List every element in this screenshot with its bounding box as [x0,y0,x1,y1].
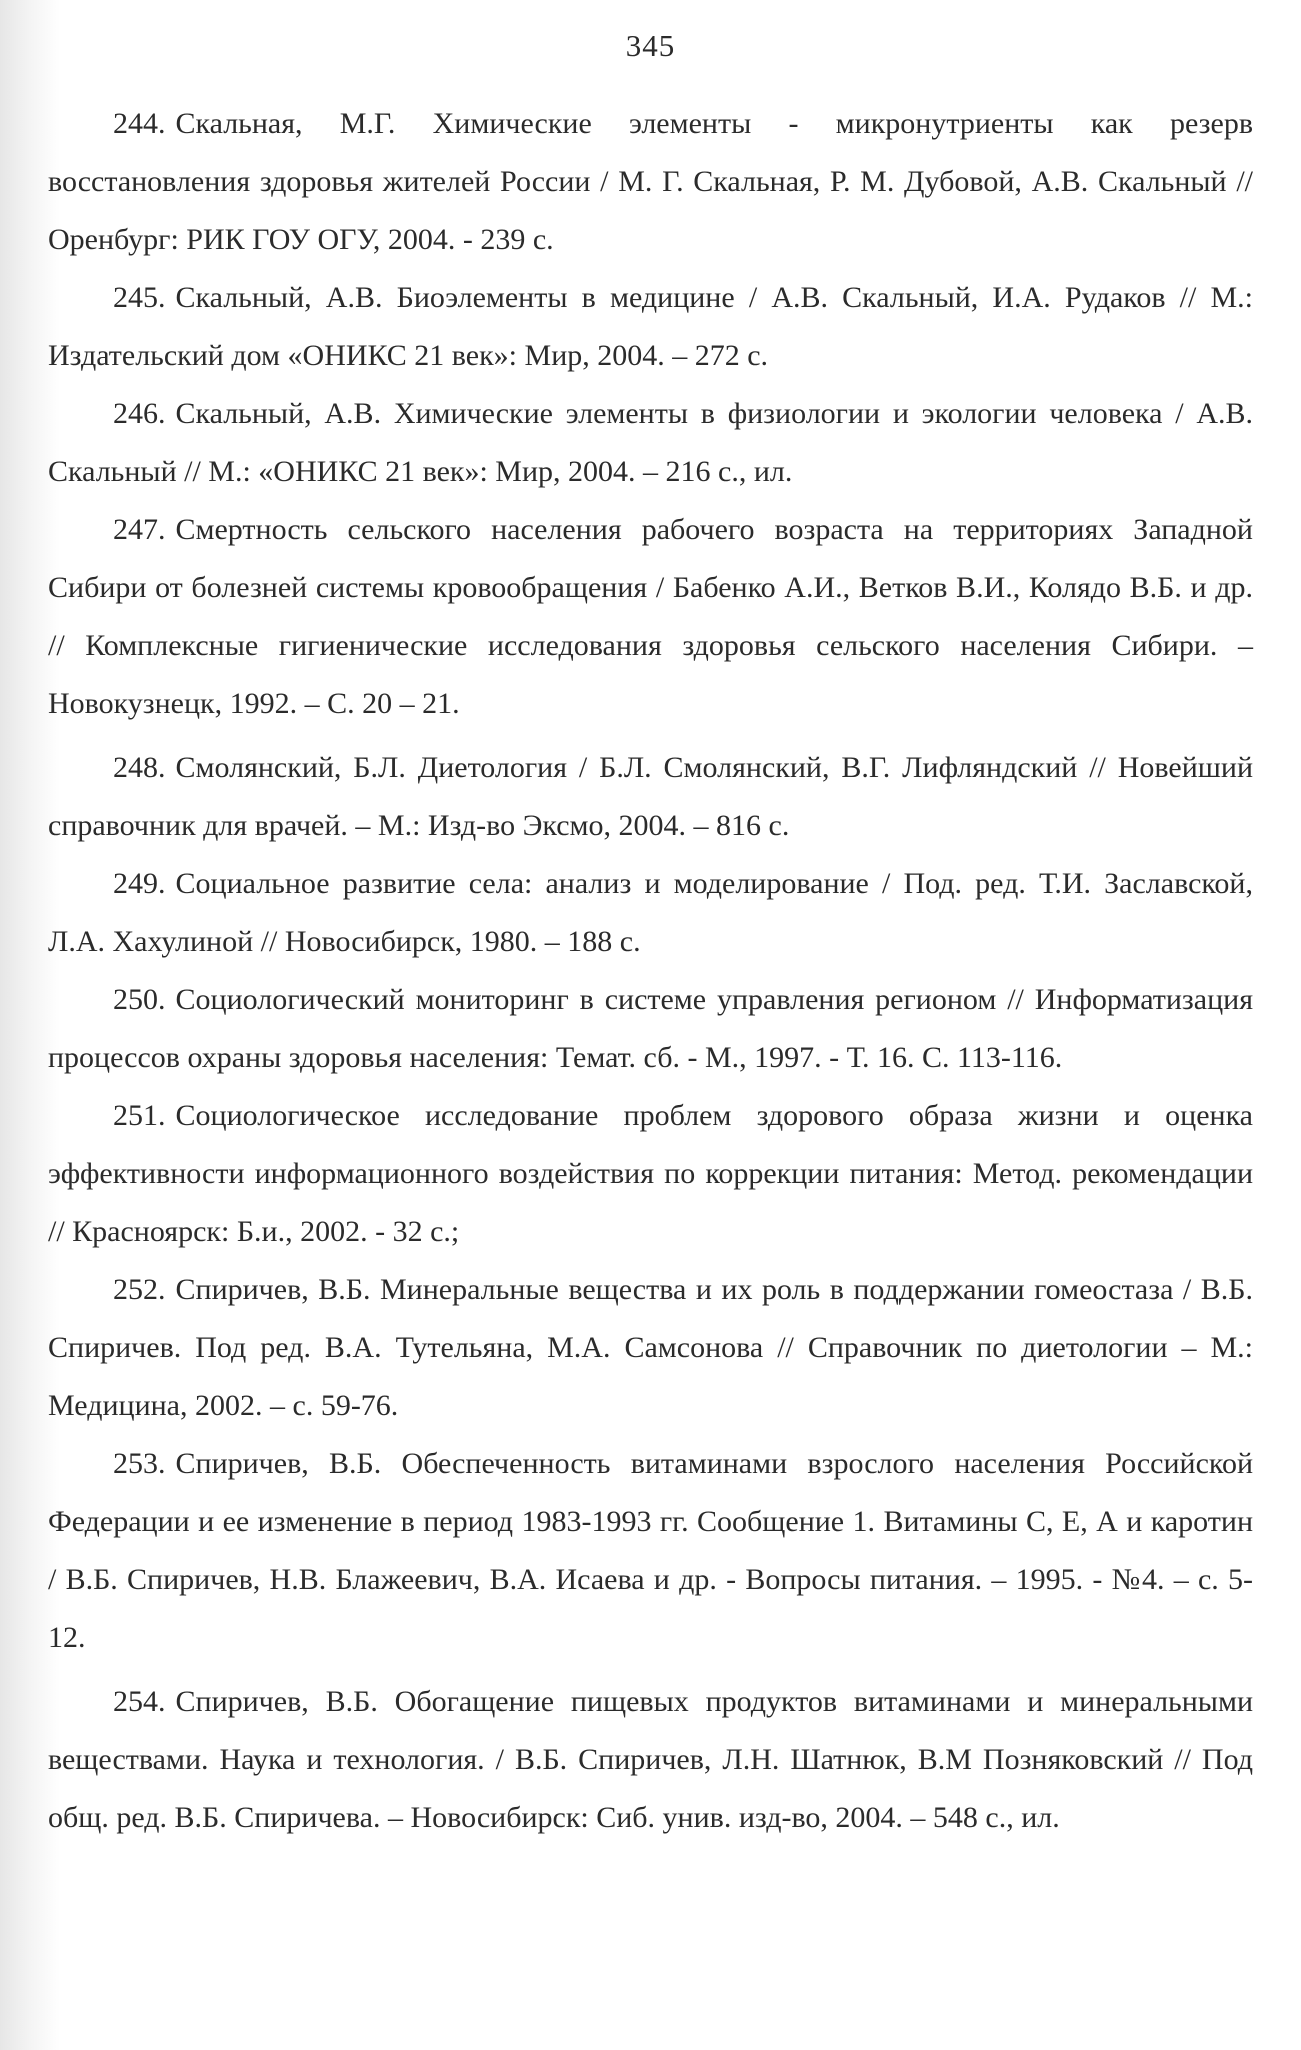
reference-item [48,95,1253,269]
reference-number: 252. [113,1273,166,1306]
reference-text: Смолянский, Б.Л. Диетология / Б.Л. Смолянский, В.Г. Лифляндский // Новейший справочник для врачей. – М.: Изд-во Эксмо, 2004. – 816 с. [48,751,1253,842]
page-number: 345 [625,28,676,63]
reference-number: 244. [113,107,166,140]
reference-text: Спиричев, В.Б. Минеральные вещества и их роль в поддержании гомеостаза / В.Б. Спиричев. Под ред. В.А. Тутельяна, М.А. Самсонова // Справочник по диетологии – М.: Медицина, 2002. – с. 59-76. [48,1273,1253,1422]
reference-number: 250. [113,983,166,1016]
reference-item [48,501,1253,733]
reference-text: Смертность сельского населения рабочего возраста на территориях Западной Сибири от болезней системы кровообращения / Бабенко А.И., Ветков В.И., Колядо В.Б. и др. // Комплексные гигиенические исследования здоровья сельского населения Сибири. – Новокузнецк, 1992. – С. 20 – 21. [48,513,1253,720]
reference-item [48,1673,1253,1847]
reference-text: Скальная, М.Г. Химические элементы - микронутриенты как резерв восстановления здоровья жителей России / М. Г. Скальная, Р. М. Дубовой, А.В. Скальный // Оренбург: РИК ГОУ ОГУ, 2004. - 239 с. [48,107,1253,256]
reference-text: Социальное развитие села: анализ и моделирование / Под. ред. Т.И. Заславской, Л.А. Хахулиной // Новосибирск, 1980. – 188 с. [48,867,1253,958]
reference-item [48,739,1253,855]
reference-number: 251. [113,1099,166,1132]
reference-number: 246. [113,397,166,430]
reference-item [48,1435,1253,1667]
reference-number: 254. [113,1685,166,1718]
reference-item [48,269,1253,385]
reference-number: 253. [113,1447,166,1480]
document-page [48,0,1253,2050]
reference-item [48,855,1253,971]
reference-number: 249. [113,867,166,900]
reference-text: Скальный, А.В. Химические элементы в физиологии и экологии человека / А.В. Скальный // М.: «ОНИКС 21 век»: Мир, 2004. – 216 с., ил. [48,397,1253,488]
reference-list [48,95,1253,1847]
reference-item [48,385,1253,501]
reference-number: 248. [113,751,166,784]
reference-number: 245. [113,281,166,314]
reference-text: Скальный, А.В. Биоэлементы в медицине / А.В. Скальный, И.А. Рудаков // М.: Издательский дом «ОНИКС 21 век»: Мир, 2004. – 272 с. [48,281,1253,372]
reference-number: 247. [113,513,166,546]
reference-item [48,971,1253,1087]
reference-text: Спиричев, В.Б. Обогащение пищевых продуктов витаминами и минеральными веществами. Наука и технология. / В.Б. Спиричев, Л.Н. Шатнюк, В.М Позняковский // Под общ. ред. В.Б. Спиричева. – Новосибирск: Сиб. унив. изд-во, 2004. – 548 с., ил. [48,1685,1253,1834]
reference-item [48,1087,1253,1261]
reference-text: Спиричев, В.Б. Обеспеченность витаминами взрослого населения Российской Федерации и ее изменение в период 1983-1993 гг. Сообщение 1. Витамины С, Е, А и каротин / В.Б. Спиричев, Н.В. Блажеевич, В.А. Исаева и др. - Вопросы питания. – 1995. - №4. – с. 5-12. [48,1447,1253,1654]
reference-text: Социологическое исследование проблем здорового образа жизни и оценка эффективности информационного воздействия по коррекции питания: Метод. рекомендации // Красноярск: Б.и., 2002. - 32 с.; [48,1099,1253,1248]
reference-item [48,1261,1253,1435]
reference-text: Социологический мониторинг в системе управления регионом // Информатизация процессов охраны здоровья населения: Темат. сб. - М., 1997. - Т. 16. С. 113-116. [48,983,1253,1074]
